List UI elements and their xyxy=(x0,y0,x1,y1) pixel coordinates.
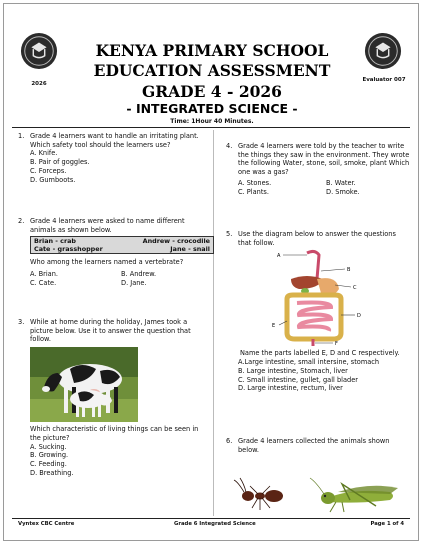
evaluator-crest-icon xyxy=(364,32,402,70)
q3-option-a: A. Sucking. xyxy=(30,442,67,451)
question-2-prompt: Who among the learners named a vertebrate? xyxy=(30,258,184,267)
grasshopper-icon xyxy=(310,478,398,512)
footer-paper-name: Grade 6 Integrated Science xyxy=(174,521,256,527)
q5-option-c: C. Small intestine, gullet, gall blader xyxy=(238,375,358,384)
question-1: 1. Grade 4 learners want to handle an irritating plant. Which safety tool should the learners use? A. Knife. B. Pair of goggles. C. Forceps. D. Gumboots. xyxy=(18,132,208,184)
column-divider xyxy=(213,130,214,516)
q4-option-a: A. Stones. xyxy=(238,178,272,187)
q4-option-b: B. Water. xyxy=(326,178,356,187)
question-4: 4. Grade 4 learners were told by the teacher to write the things they saw in the environment. They wrote the following Water, stone, soil, smoke, plant Which one was a gas? A. Stones. B. Water. C. Plants. D. Smoke. xyxy=(226,142,410,196)
question-3-prompt: Which characteristic of living things can be seen in the picture? xyxy=(30,425,199,442)
question-3-text: While at home during the holiday, James took a picture below. Use it to answer the question that follow. xyxy=(30,318,191,344)
question-3: 3. While at home during the holiday, James took a picture below. Use it to answer the question that follow. Which characteristic of living things can be seen in the picture? A. Sucking. B. Growing. C. Feeding. D. Breathing. xyxy=(18,318,208,477)
q2-option-a: A. Brian. xyxy=(30,270,58,279)
table-row: Cate - grasshopper Jane - snail xyxy=(34,245,210,254)
question-5-text: Use the diagram below to answer the questions that follow. xyxy=(238,230,396,247)
grade-title: GRADE 4 - 2026 xyxy=(142,82,282,101)
digestive-system-diagram xyxy=(271,249,365,347)
time-allowed: Time: 1Hour 40 Minutes. xyxy=(170,118,254,125)
right-logo-caption: Evaluator 007 xyxy=(362,77,406,83)
exam-page xyxy=(3,3,419,541)
q2-option-c: C. Cate. xyxy=(30,278,57,287)
q5-option-b: B. Large intestine, Stomach, liver xyxy=(238,366,348,375)
q4-option-c: C. Plants. xyxy=(238,187,269,196)
label-c: C xyxy=(353,285,357,292)
label-a: A xyxy=(277,253,281,260)
q1-option-a: A. Knife. xyxy=(30,149,58,158)
q3-option-d: D. Breathing. xyxy=(30,468,74,477)
question-2: 2. Grade 4 learners were asked to name different animals as shown below. Brian - crab Andrew - crocodile Cate - grasshopper Jane - snail Who among the learners named a vertebrate? A. Brian. B. Andrew. C. Cate. D. Jane. xyxy=(18,217,208,288)
table-row: Brian - crab Andrew - crocodile xyxy=(34,237,210,246)
ant-and-grasshopper-image xyxy=(230,474,410,514)
ant-icon xyxy=(234,478,283,510)
question-5: 5. Use the diagram below to answer the questions that follow. A B C D E F Name the parts labelled E, D and C respectively. A.Large intestine, small intersine, stomach B. Large intestine, Stomach, liver C. Small intestine, gullet, gall blader D. Large intestine, rectum, liver xyxy=(226,230,410,393)
cow-and-calf-image xyxy=(30,347,138,422)
footer-divider xyxy=(12,518,410,519)
label-f: F xyxy=(335,341,338,348)
assessment-title: EDUCATION ASSESSMENT xyxy=(93,61,331,80)
left-logo-caption: 2026 xyxy=(31,81,47,87)
question-6: 6. Grade 4 learners collected the animals shown below. xyxy=(226,437,410,454)
footer-page-number: Page 1 of 4 xyxy=(370,521,404,527)
q1-option-b: B. Pair of goggles. xyxy=(30,158,90,167)
school-crest-icon xyxy=(20,32,58,70)
q1-option-c: C. Forceps. xyxy=(30,166,67,175)
label-d: D xyxy=(357,313,361,320)
q1-option-d: D. Gumboots. xyxy=(30,175,76,184)
question-5-prompt: Name the parts labelled E, D and C respectively. xyxy=(240,349,400,358)
label-e: E xyxy=(272,323,276,330)
label-b: B xyxy=(347,267,351,274)
school-title: KENYA PRIMARY SCHOOL xyxy=(95,41,329,60)
question-1-text: Grade 4 learners want to handle an irritating plant. Which safety tool should the learners use? xyxy=(30,132,199,149)
q3-option-b: B. Growing. xyxy=(30,451,69,460)
q5-option-a: A.Large intestine, small intersine, stomach xyxy=(238,358,380,367)
footer-centre-name: Vyntex CBC Centre xyxy=(18,521,75,527)
learners-animals-table xyxy=(30,236,214,254)
header-divider xyxy=(12,127,410,128)
subject-title: - INTEGRATED SCIENCE - xyxy=(126,101,298,116)
q2-option-d: D. Jane. xyxy=(121,278,147,287)
question-2-text: Grade 4 learners were asked to name different animals as shown below. xyxy=(30,217,185,234)
question-4-text: Grade 4 learners were told by the teacher to write the things they saw in the environment. They wrote the following Water, stone, soil, smoke, plant Which one was a gas? xyxy=(238,142,410,177)
q2-option-b: B. Andrew. xyxy=(121,270,157,279)
question-6-text: Grade 4 learners collected the animals shown below. xyxy=(238,437,390,454)
q3-option-c: C. Feeding. xyxy=(30,459,67,468)
q4-option-d: D. Smoke. xyxy=(326,187,360,196)
q5-option-d: D. Large intestine, rectum, liver xyxy=(238,384,343,393)
